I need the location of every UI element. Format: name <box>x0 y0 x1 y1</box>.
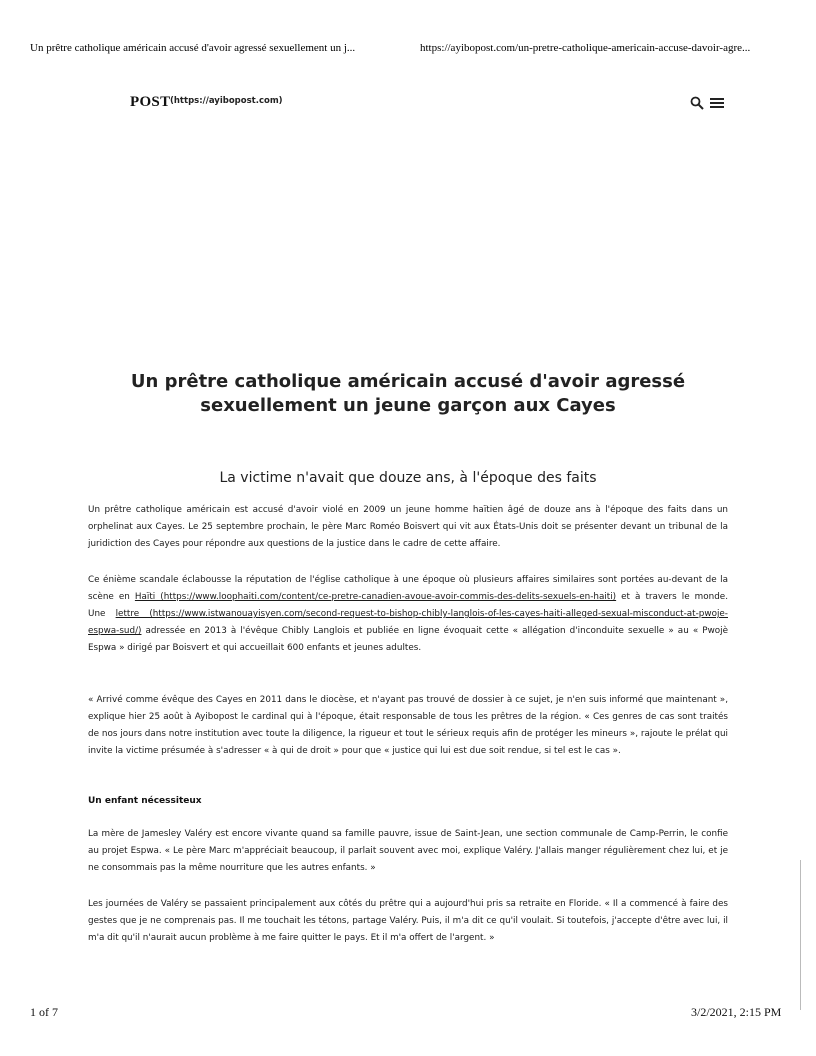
paragraph-5: Les journées de Valéry se passaient principalement aux côtés du prêtre qui a aujourd'hui pris sa retraite en Floride. « Il a commencé à faire des gestes que je ne comprenais pas. Il me touchait les tétons, partage Valéry. Puis, il m'a dit ce qu'il voulait. Si toutefois, j'accepte d'être avec lui, il m'a dit qu'il n'aurait aucun problème à me faire quitter le pays. Et il m'a offert de l'argent. » <box>88 899 728 943</box>
menu-icon[interactable] <box>710 98 724 110</box>
print-header-title: Un prêtre catholique américain accusé d'avoir agressé sexuellement un j... <box>30 42 356 54</box>
paragraph-1: Un prêtre catholique américain est accusé d'avoir violé en 2009 un jeune homme haïtien âgé de douze ans à l'époque des faits dans un orphelinat aux Cayes. Le 25 septembre prochain, le père Marc Roméo Boisvert qui vit aux États-Unis doit se présenter devant un tribunal de la juridiction des Cayes pour répondre aux questions de la justice dans le cadre de cette affaire. <box>88 505 728 549</box>
paragraph-2-text-c: adressée en 2013 à l'évêque Chibly Langlois et publiée en ligne évoquait cette « allégation d'inconduite sexuelle » au « Pwojè Espwa » dirigé par Boisvert et qui accueillait 600 enfants et jeunes adultes. <box>88 626 728 653</box>
header-icons <box>686 96 730 112</box>
search-icon[interactable] <box>690 96 704 110</box>
logo-link[interactable]: (https://ayibopost.com) <box>170 96 283 106</box>
site-header <box>130 96 730 114</box>
print-footer-page: 1 of 7 <box>30 1005 58 1019</box>
paragraph-2 <box>88 572 728 657</box>
article-subtitle: La victime n'avait que douze ans, à l'époque des faits <box>219 470 597 486</box>
lettre-link[interactable]: lettre (https://www.istwanouayisyen.com/second-request-to-bishop-chibly-langlois-of-les-cayes-haiti-alleged-sexual-misconduct-at-pwoje-espwa-sud/) <box>88 609 728 636</box>
print-footer-datetime: 3/2/2021, 2:15 PM <box>691 1005 782 1019</box>
paragraph-2-text-a: Ce énième scandale éclabousse la réputation de l'église catholique à une époque où plusieurs affaires similaires sont portées au-devant de la scène en <box>88 575 728 602</box>
article-title: Un prêtre catholique américain accusé d'avoir agressé sexuellement un jeune garçon aux Cayes <box>130 371 686 416</box>
haiti-link[interactable]: Haïti (https://www.loophaiti.com/content/ce-pretre-canadien-avoue-avoir-commis-des-delits-sexuels-en-haiti) <box>134 592 617 602</box>
section-heading: Un enfant nécessiteux <box>88 796 202 806</box>
scan-artifact-line <box>800 860 801 1010</box>
print-header-url: https://ayibopost.com/un-pretre-catholique-americain-accuse-davoir-agre... <box>420 42 751 54</box>
paragraph-2-text-b: et à travers le monde. Une <box>88 592 728 619</box>
paragraph-4: La mère de Jamesley Valéry est encore vivante quand sa famille pauvre, issue de Saint-Jean, une section communale de Camp-Perrin, le confie au projet Espwa. « Le père Marc m'appréciait beaucoup, il parlait souvent avec moi, explique Valéry. J'allais manger régulièrement chez lui, et je ne consommais pas la même nourriture que les autres enfants. » <box>88 829 728 873</box>
paragraph-3: « Arrivé comme évêque des Cayes en 2011 dans le diocèse, et n'ayant pas trouvé de dossier à ce sujet, je n'en suis informé que maintenant », explique hier 25 août à Ayibopost le cardinal qui à l'époque, était responsable de tous les prêtres de la région. « Ces genres de cas sont traités de nos jours dans notre institution avec toute la diligence, la rigueur et tout le sérieux requis afin de protéger les mineurs », rajoute le prélat qui invite la victime présumée à s'adresser « à qui de droit » pour que « justice qui lui est due soit rendue, si tel est le cas ». <box>88 695 728 756</box>
site-logo[interactable]: POST <box>130 94 171 110</box>
